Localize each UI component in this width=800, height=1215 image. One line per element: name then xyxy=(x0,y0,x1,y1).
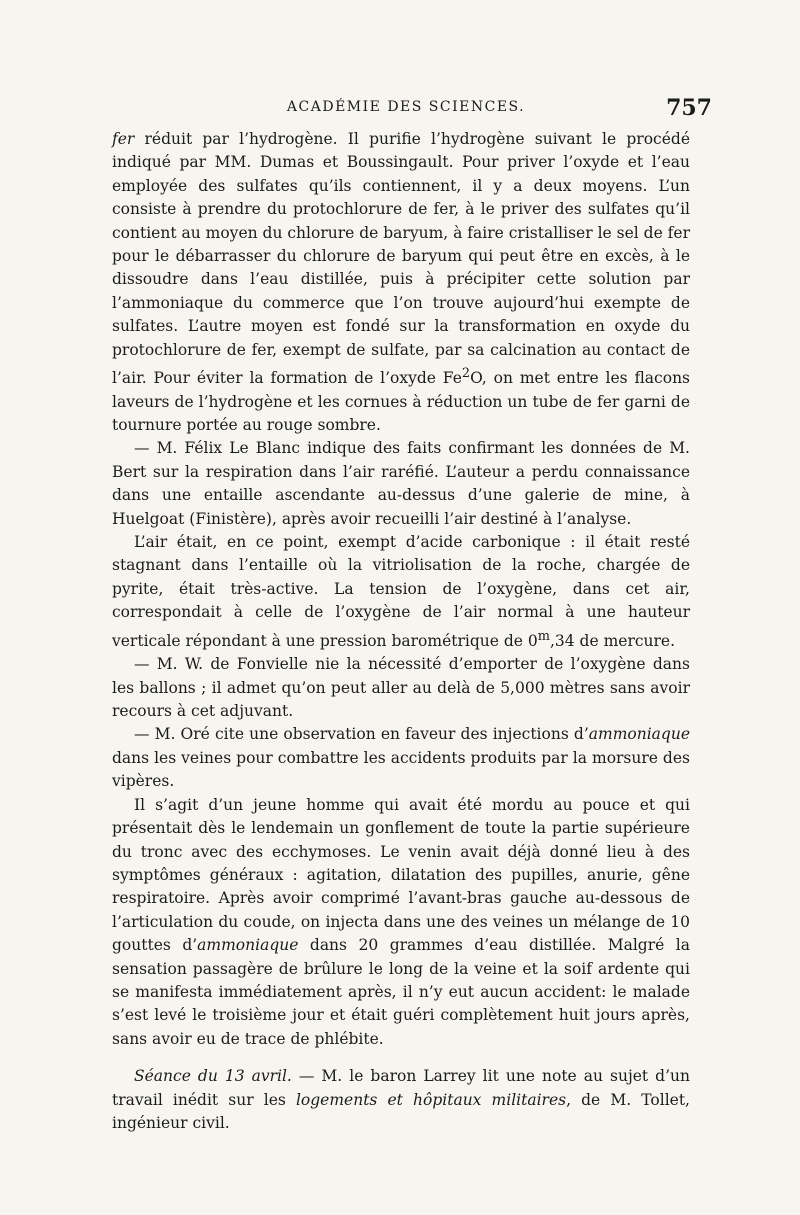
text-run: Il s’agit d’un jeune homme qui avait été mordu au pouce et qui présentait dès le lendemain un gonflement de toute la partie supérieure du tronc avec des ecchymoses. Le venin avait déjà donné lieu à des symptômes généraux : agitation, dilatation des pupilles, anurie, gêne respiratoire. Après avoir comprimé l’avant-bras gauche au-dessous de l’articulation du coude, on injecta dans une des veines un mélange de 10 gouttes d’ xyxy=(112,795,690,955)
italic-phrase: logements et hôpitaux militaires xyxy=(295,1090,567,1109)
italic-phrase: Séance du 13 avril. xyxy=(134,1067,292,1086)
paragraph xyxy=(112,723,690,793)
text-run: O, on met entre les flacons laveurs de l’hydrogène et les cornues à réduction un tube de fer garni de tournure portée au rouge sombre. xyxy=(112,369,691,435)
running-title: ACADÉMIE DES SCIENCES. xyxy=(286,99,526,115)
superscript: 2 xyxy=(461,366,471,382)
text-run: réduit par l’hydrogène. Il purifie l’hydrogène suivant le procédé indiqué par MM. Dumas et Boussingault. Pour priver l’oxyde et l’eau employée des sulfates qu’ils contiennent, il y a deux moyens. L’un consiste à prendre du protochlorure de fer, à le priver des sulfates qu’il contient au moyen du chlorure de baryum, à faire cristalliser le sel de fer pour le débarrasser du chlorure de baryum qui peut être en excès, à le dissoudre dans l’eau distillée, puis à précipiter cette solution par l’ammoniaque du commerce que l’on trouve aujourd’hui exempte de sulfates. L’autre moyen est fondé sur la transformation en oxyde du protochlorure de fer, exempt de sulfate, par sa calcination au contact de l’air. Pour éviter la formation de l’oxyde Fe xyxy=(112,130,690,388)
paragraph: — M. W. de Fonvielle nie la nécessité d’emporter de l’oxygène dans les ballons ; il admet qu’on peut aller au delà de 5,000 mètres sans avoir recours à cet adjuvant. xyxy=(112,655,690,721)
text-run: — M. le baron Larrey lit une note au sujet d’un travail inédit sur les xyxy=(112,1067,691,1109)
text-run: dans les veines pour combattre les accidents produits par la morsure des vipères. xyxy=(112,748,690,791)
paragraph xyxy=(112,531,690,653)
italic-word: fer xyxy=(112,130,135,148)
text-run: — M. Oré cite une observation en faveur des injections d’ xyxy=(134,725,589,744)
page-header xyxy=(100,97,712,125)
text-run: , de M. Tollet, ingénieur civil. xyxy=(112,1090,690,1132)
text-run: L’air était, en ce point, exempt d’acide carbonique : il était resté stagnant dans l’entaille où la vitriolisation de la roche, chargée de pyrite, était très-active. La tension de l’oxygène, dans cet air, correspondait à celle de l’oxygène de l’air normal à une hauteur verticale répondant à une pression barométrique de 0 xyxy=(112,533,690,650)
superscript: m xyxy=(537,628,550,644)
paragraph xyxy=(112,794,690,1051)
paragraph xyxy=(112,128,690,437)
text-run: dans 20 grammes d’eau distillée. Malgré la sensation passagère de brûlure le long de la veine et la soif ardente qui se manifesta immédiatement après, il n’y eut aucun accident: le malade s’est levé le troisième jour et était guéri complètement huit jours après, sans avoir eu de trace de phlébite. xyxy=(112,936,690,1048)
italic-word: ammoniaque xyxy=(588,725,690,744)
text-run: ,34 de mercure. xyxy=(549,631,676,650)
paragraph: — M. Félix Le Blanc indique des faits confirmant les données de M. Bert sur la respiration dans l’air raréfié. L’auteur a perdu connaissance dans une entaille ascendante au-dessus d’une galerie de mine, à Huelgoat (Finistère), après avoir recueilli l’air destiné à l’analyse. xyxy=(112,439,690,528)
paragraph-seance xyxy=(112,1065,690,1135)
body-text xyxy=(112,128,690,1135)
page-number: 757 xyxy=(666,95,712,121)
italic-word: ammoniaque xyxy=(197,936,299,955)
